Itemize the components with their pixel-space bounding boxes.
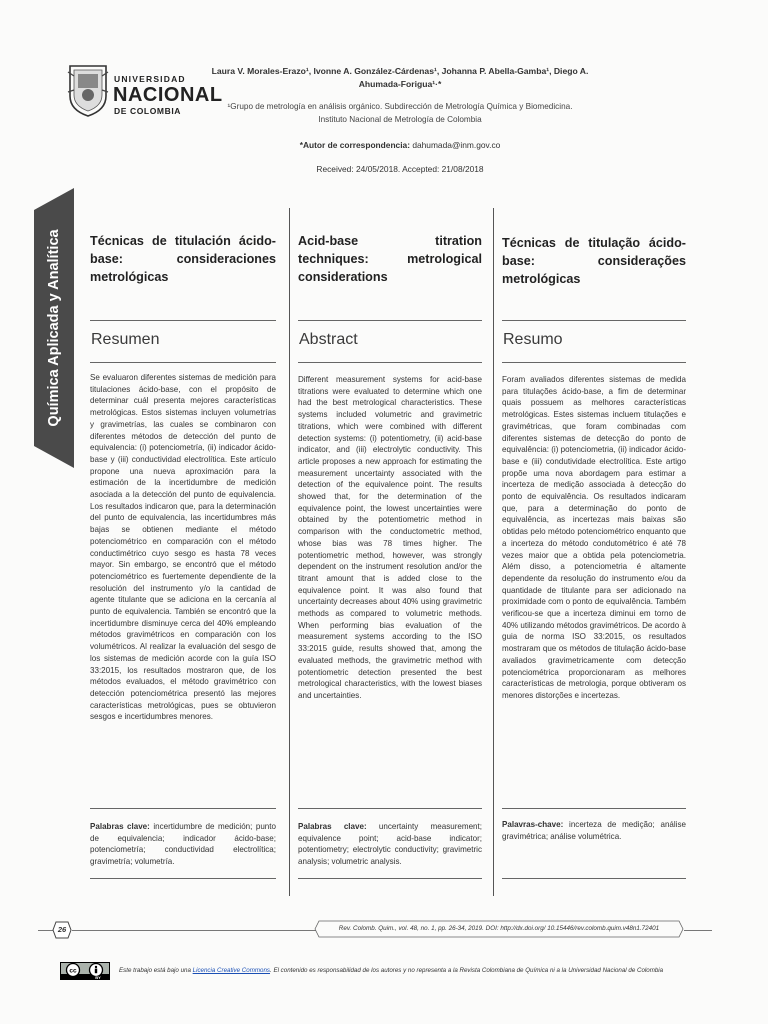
keywords-label: Palavras-chave:	[502, 820, 564, 829]
keywords-portuguese	[502, 819, 686, 842]
license-statement	[119, 967, 739, 974]
journal-reference: Rev. Colomb. Quim., vol. 48, no. 1, pp. 26-34, 2019. DOI: http://dx.doi.org/ 10.15446/rev.colomb.quim.v48n1.72401	[338, 925, 660, 932]
license-text-pre: Este trabajo está bajo una	[119, 967, 193, 974]
section-heading-abstract: Abstract	[299, 331, 358, 348]
keywords-english	[298, 821, 482, 868]
section-side-tab-label: Química Aplicada y Analítica	[46, 229, 62, 427]
keywords-text: uncertainty measurement; equivalence point; acid-base indicator; potentiometry; electrolytic conductivity; gravimetric analysis; volumetric analysis.	[298, 822, 482, 867]
creative-commons-badge-icon[interactable]	[60, 962, 110, 980]
rule	[502, 808, 686, 809]
footer-rule-middle	[72, 930, 316, 931]
column-divider-2	[493, 208, 494, 896]
keywords-spanish	[90, 821, 276, 868]
abstract-body-english: Different measurement systems for acid-base titrations were evaluated to determine which one had the best metrological characteristics. These systems included volumetric and gravimetric titrations, which were combined with different detection systems: (i) potentiometry, (ii) acid-base indicator, and (iii) electrolytic conductivity. This article proposes a new approach for estimating the measurement uncertainty associated with the detection of the equivalence point. The results showed that, for the determination of the equivalence point, the lowest uncertainties were obtained by the potentiometric method in comparison with the conductometric method, whose bias was 78 times higher. The potentiometric method, however, was strongly dependent on the instrument resolution and/or the titrant amount that is added close to the equivalence point. It was also found that uncertainty decreases about 40% using gravimetric methods as compared to volumetric methods. When performing bias evaluation of the measurement systems according to the ISO 33:2015 guide, results showed that, among the evaluated methods, the gravimetric method with potentiometric detection presented the best metrological characteristics, with the lowest biases and uncertainties.	[298, 375, 482, 700]
affiliation-line2: Instituto Nacional de Metrología de Colombia	[318, 115, 482, 124]
title-spanish: Técnicas de titulación ácido-base: consideraciones metrológicas	[90, 234, 276, 284]
rule	[502, 320, 686, 321]
keywords-label: Palabras clave:	[298, 822, 367, 831]
rule	[298, 320, 482, 321]
abstract-body-portuguese: Foram avaliados diferentes sistemas de medida para titulações ácido-base, a fim de determinar quais possuem as melhores características metrológicas. Estes sistemas incluem titulações e gravimétricas, que foram combinadas com diferentes sistemas de detecção do ponto de equivalência: (i) potenciometria, (ii) indicador ácido-base e (iii) condutividade electrolítica. Este artigo propõe uma nova abordagem para estimar a incerteza de medição associada à detecção do ponto de equivalência. Os resultados indicaram que, para a determinação do ponto de equivalência, as incertezas mais baixas são obtidas pelo método potenciométrico enquanto que a incerteza do método condutométrico é até 78 vezes maior que a obtida pela potenciometria. Além disso, a potenciometria é altamente dependente da resolução do instrumento e/ou da quantidade de titulante para ser adicionado na proximidade com o ponto de equivalência. Também verificou-se que a incerteza diminui em torno de 40% utilizando métodos gravimétricos. De acordo à guia de norma ISO 33:2015, os resultados mostraram que os métodos de titulação ácido-base avaliados gravimetricamente com detecção potenciométrica proporcionaram as melhores características de metrologia, porque obtiveram os menores distorções e incertezas.	[502, 375, 686, 700]
abstract-body-spanish: Se evaluaron diferentes sistemas de medición para titulaciones ácido-base, con el propósito de determinar cuál presenta mejores características metrológicas. Estos sistemas incluyen volumetrías y gravimetrías, las cuales se combinaron con diferentes métodos de detección del punto de equivalencia: (i) potenciometría, (ii) indicador ácido-base y (iii) conductividad electrolítica. Este artículo propone una nueva aproximación para la estimación de la incertidumbre de medición asociada a la detección del punto de equivalencia. Los resultados indicaron que, para la determinación del punto de equivalencia, las incertidumbres más bajas se obtienen mediante el método potenciométrico en comparación con el método conductimétrico cuyo sesgo es hasta 78 veces mayor. Sin embargo, se encontró que el método potenciométrico es fuertemente dependiente de la resolución del instrumento y/o la cantidad de agente titulante que se adiciona en la cercanía al punto de equivalencia. También se encontró que la incertidumbre disminuye cerca del 40% empleando métodos gravimétricos en comparación con los volumétricos. Al realizar la evaluación del sesgo de los sistemas de medición acorde con la guía ISO 33:2015, los resultados mostraron que, de los métodos evaluados, el método gravimétrico con detección potenciométrica presentó las mejores características metrológicas, pues se obtuvieron sesgos e incertidumbres menores.	[90, 373, 276, 722]
page-number: 26	[57, 925, 67, 934]
keywords-text: incerteza de medição; análise gravimétrica; análise volumétrica.	[502, 820, 686, 841]
university-name-line1: UNIVERSIDAD	[114, 74, 186, 84]
university-name-line3: DE COLOMBIA	[114, 106, 182, 116]
authors: Laura V. Morales-Erazo¹, Ivonne A. González-Cárdenas¹, Johanna P. Abella-Gamba¹, Diego A. Ahumada-Forigua¹·*	[211, 66, 589, 89]
rule	[90, 362, 276, 363]
rule	[298, 878, 482, 879]
column-divider-1	[289, 208, 290, 896]
received-accepted-dates: Received: 24/05/2018. Accepted: 21/08/2018	[316, 164, 484, 174]
title-portuguese: Técnicas de titulação ácido-base: considerações metrológicas	[502, 236, 686, 286]
university-logo	[66, 62, 223, 122]
rule	[298, 362, 482, 363]
license-text-post: . El contenido es responsabilidad de los autores y no representa a la Revista Colombiana de Química ni a la Universidad Nacional de Colombia	[270, 967, 664, 974]
rule	[90, 808, 276, 809]
rule	[502, 878, 686, 879]
corresponding-author	[200, 140, 600, 150]
cc-by-label: BY	[95, 975, 101, 980]
corresponding-email: dahumada@inm.gov.co	[412, 140, 501, 150]
corresponding-label: *Autor de correspondencia:	[299, 140, 410, 150]
affiliation	[200, 100, 600, 126]
keywords-text: incertidumbre de medición; punto de equivalencia; indicador ácido-base; potenciometría; conductividad electrolítica; gravimetría; volumetría.	[90, 822, 276, 867]
affiliation-line1: ¹Grupo de metrología en análisis orgánico. Subdirección de Metrología Química y Biomedicina.	[227, 102, 573, 111]
university-crest-icon	[66, 62, 110, 118]
rule	[502, 362, 686, 363]
rule	[298, 808, 482, 809]
creative-commons-link[interactable]: Licencia Creative Commons	[192, 967, 270, 974]
keywords-label: Palabras clave:	[90, 822, 150, 831]
section-heading-resumen: Resumen	[91, 331, 160, 348]
footer-rule-right	[684, 930, 712, 931]
rule	[90, 878, 276, 879]
section-heading-resumo: Resumo	[503, 331, 563, 348]
svg-text:cc: cc	[69, 967, 77, 975]
rule	[90, 320, 276, 321]
title-english: Acid-base titration techniques: metrological considerations	[298, 234, 482, 284]
university-name-line2: NACIONAL	[113, 84, 223, 106]
